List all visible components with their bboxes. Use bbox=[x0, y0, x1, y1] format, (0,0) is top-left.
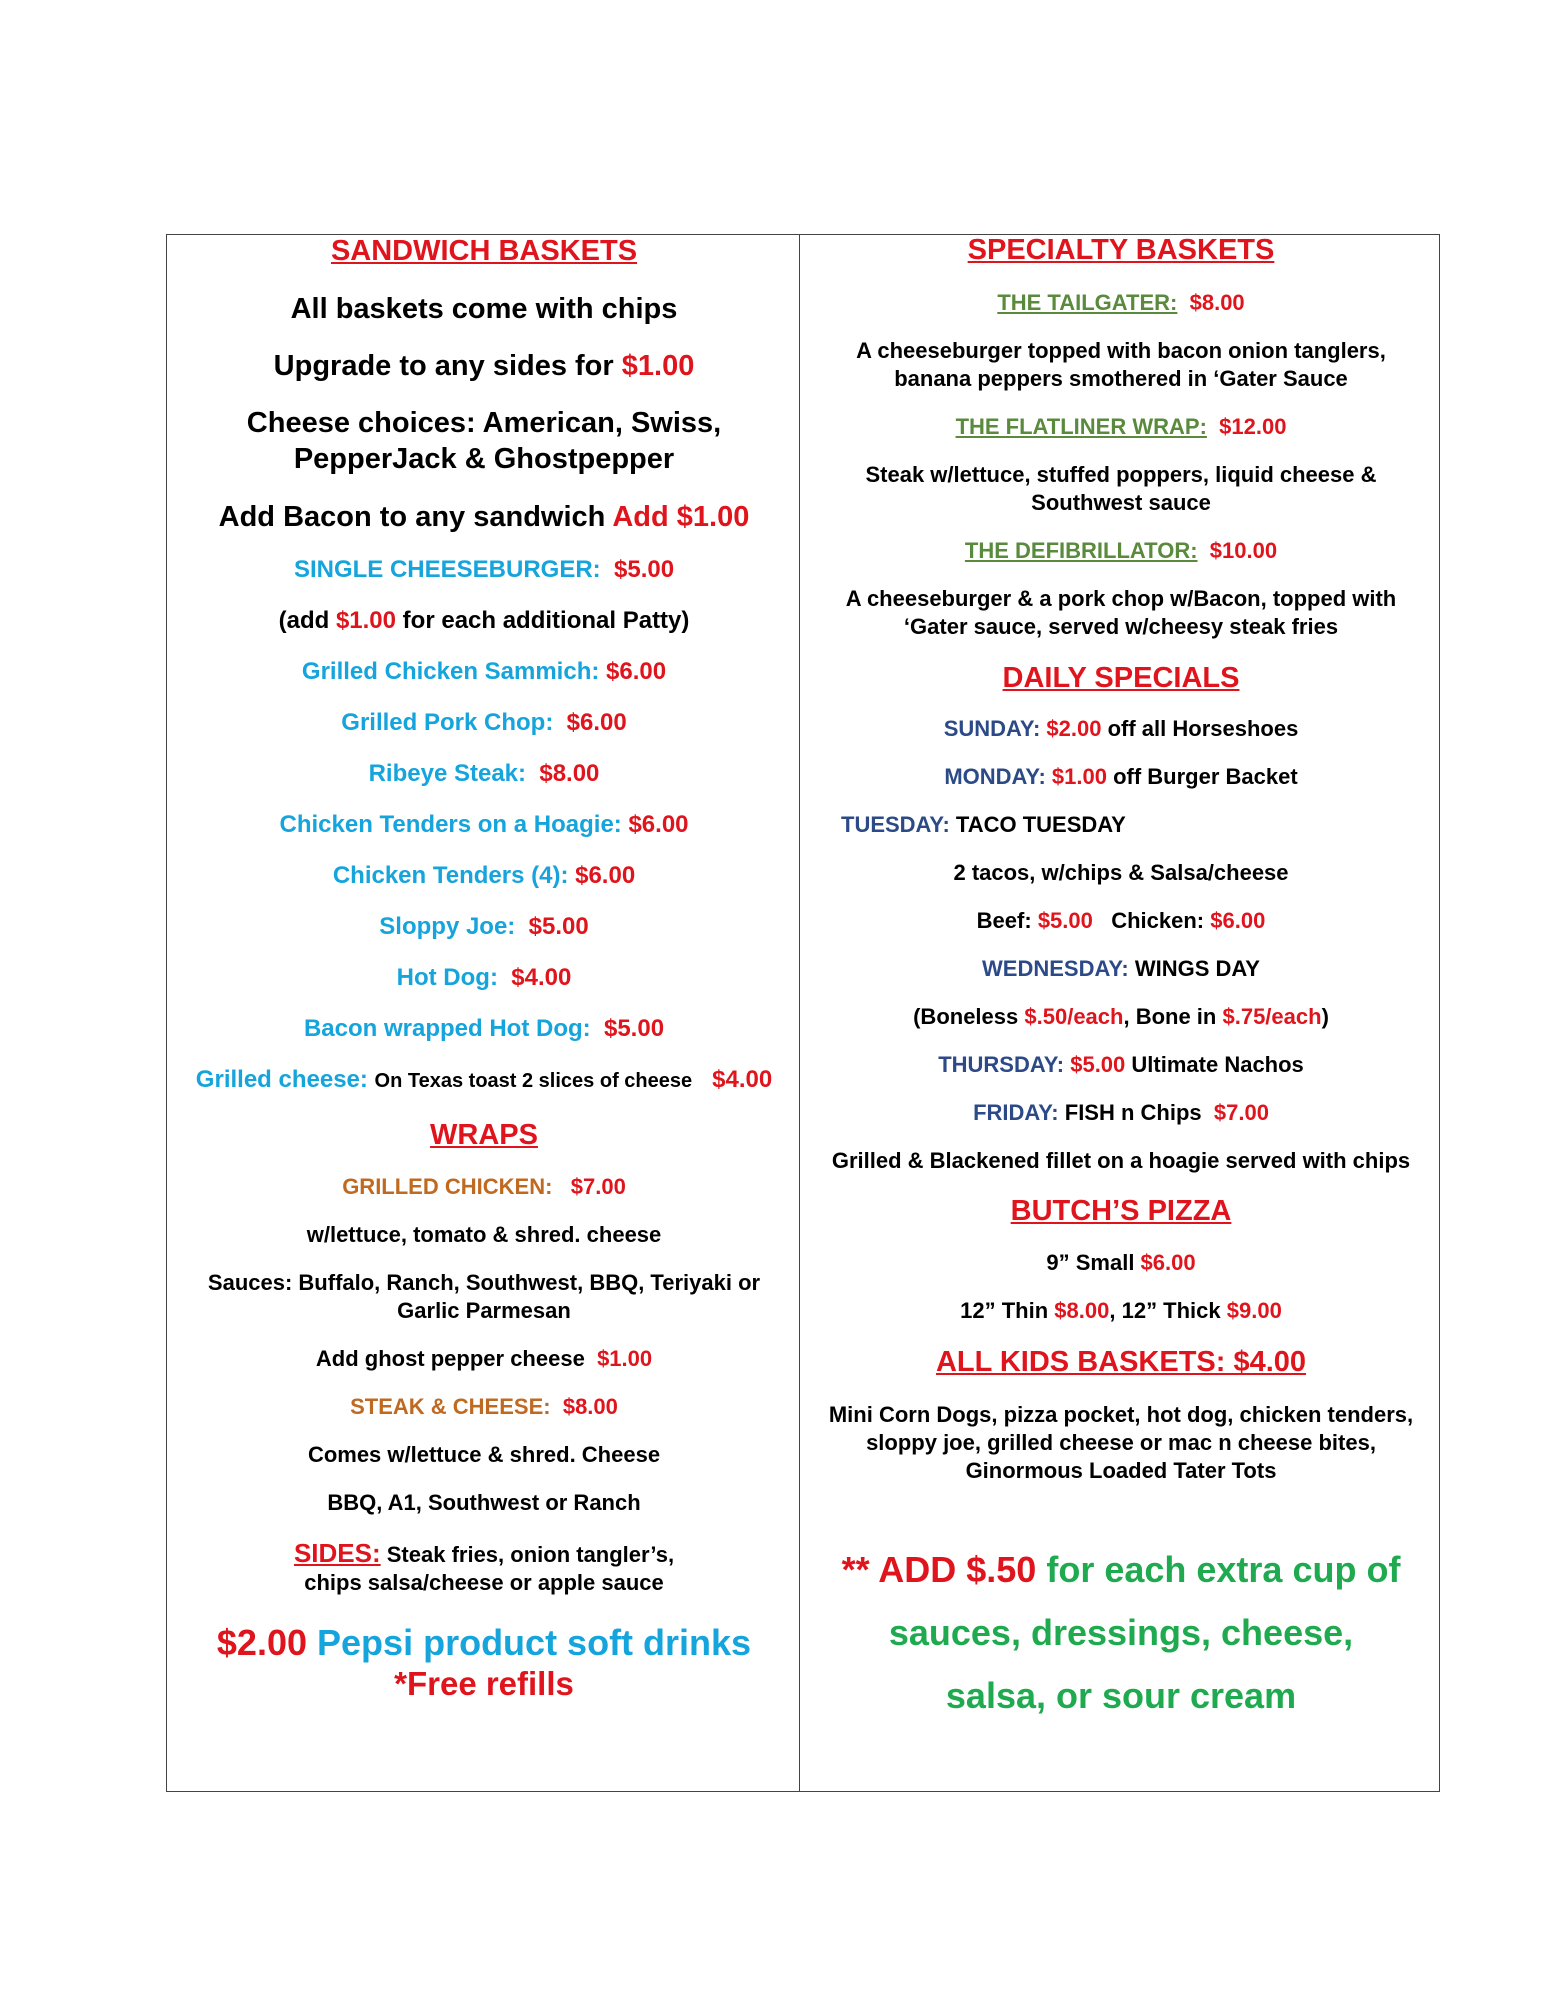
menu-item: Grilled Chicken Sammich: $6.00 bbox=[301, 658, 667, 685]
wrap-sauces-line1: Sauces: Buffalo, Ranch, Southwest, BBQ, Teriyaki or bbox=[207, 1270, 761, 1295]
sandwich-baskets-heading: SANDWICH BASKETS bbox=[330, 235, 638, 267]
menu-item: Sloppy Joe: $5.00 bbox=[379, 913, 589, 940]
grilled-cheese-item: Grilled cheese: On Texas toast 2 slices of cheese $4.00 bbox=[195, 1066, 773, 1093]
sides-line1: SIDES: Steak fries, onion tangler’s, bbox=[293, 1538, 675, 1568]
defibrillator-desc-line1: A cheeseburger & a pork chop w/Bacon, topped with bbox=[845, 586, 1397, 611]
tacos-desc: 2 tacos, w/chips & Salsa/cheese bbox=[953, 860, 1289, 885]
thursday-special: THURSDAY: $5.00 Ultimate Nachos bbox=[938, 1052, 1304, 1077]
menu-item: Grilled Pork Chop: $6.00 bbox=[341, 709, 627, 736]
flatliner-desc-line1: Steak w/lettuce, stuffed poppers, liquid cheese & bbox=[865, 462, 1377, 487]
specialty-baskets-heading: SPECIALTY BASKETS bbox=[967, 234, 1275, 266]
sunday-special: SUNDAY: $2.00 off all Horseshoes bbox=[943, 716, 1299, 741]
steak-cheese-sauces: BBQ, A1, Southwest or Ranch bbox=[327, 1490, 641, 1515]
flatliner-desc-line2: Southwest sauce bbox=[1031, 490, 1211, 515]
cheese-choices-line1: Cheese choices: American, Swiss, bbox=[246, 407, 722, 439]
menu-item: Ribeye Steak: $8.00 bbox=[368, 760, 600, 787]
additional-patty-note: (add $1.00 for each additional Patty) bbox=[278, 607, 690, 634]
pizza-heading: BUTCH’S PIZZA bbox=[1010, 1195, 1232, 1227]
wraps-heading: WRAPS bbox=[430, 1119, 538, 1151]
soft-drinks: $2.00 Pepsi product soft drinks bbox=[216, 1622, 752, 1663]
add-bacon-note: Add Bacon to any sandwich Add $1.00 bbox=[218, 501, 750, 533]
extra-cup-line1: ** ADD $.50 for each extra cup of bbox=[841, 1549, 1401, 1590]
cheese-choices-line2: PepperJack & Ghostpepper bbox=[293, 443, 675, 475]
tailgater-desc-line2: banana peppers smothered in ‘Gater Sauce bbox=[894, 366, 1348, 391]
menu-item: Hot Dog: $4.00 bbox=[396, 964, 572, 991]
kids-line2: sloppy joe, grilled cheese or mac n cheese bites, bbox=[866, 1430, 1376, 1455]
menu-item: Chicken Tenders on a Hoagie: $6.00 bbox=[279, 811, 689, 838]
extra-cup-line3: salsa, or sour cream bbox=[945, 1675, 1297, 1716]
grilled-chicken-desc: w/lettuce, tomato & shred. cheese bbox=[306, 1222, 662, 1247]
small-pizza: 9” Small $6.00 bbox=[1046, 1250, 1196, 1275]
wrap-sauces-line2: Garlic Parmesan bbox=[397, 1298, 571, 1323]
tailgater-item: THE TAILGATER: $8.00 bbox=[997, 290, 1245, 315]
upgrade-note: Upgrade to any sides for $1.00 bbox=[273, 350, 695, 382]
flatliner-item: THE FLATLINER WRAP: $12.00 bbox=[955, 414, 1287, 439]
daily-specials-heading: DAILY SPECIALS bbox=[1002, 662, 1240, 694]
taco-prices: Beef: $5.00 Chicken: $6.00 bbox=[976, 908, 1266, 933]
steak-cheese-wrap: STEAK & CHEESE: $8.00 bbox=[350, 1394, 618, 1419]
tailgater-desc-line1: A cheeseburger topped with bacon onion tanglers, bbox=[856, 338, 1386, 363]
menu-item: Chicken Tenders (4): $6.00 bbox=[332, 862, 636, 889]
wings-prices: (Boneless $.50/each, Bone in $.75/each) bbox=[913, 1004, 1329, 1029]
ghost-pepper-addon: Add ghost pepper cheese $1.00 bbox=[315, 1346, 653, 1371]
large-pizza: 12” Thin $8.00, 12” Thick $9.00 bbox=[960, 1298, 1282, 1323]
sides-line2: chips salsa/cheese or apple sauce bbox=[304, 1570, 664, 1595]
monday-special: MONDAY: $1.00 off Burger Backet bbox=[944, 764, 1298, 789]
column-divider bbox=[799, 234, 800, 1792]
menu-item: Bacon wrapped Hot Dog: $5.00 bbox=[303, 1015, 665, 1042]
kids-line1: Mini Corn Dogs, pizza pocket, hot dog, chicken tenders, bbox=[828, 1402, 1414, 1427]
kids-baskets-heading: ALL KIDS BASKETS: $4.00 bbox=[935, 1346, 1307, 1378]
fillet-desc: Grilled & Blackened fillet on a hoagie served with chips bbox=[831, 1148, 1411, 1173]
free-refills: *Free refills bbox=[394, 1665, 574, 1702]
kids-line3: Ginormous Loaded Tater Tots bbox=[965, 1458, 1277, 1483]
extra-cup-line2: sauces, dressings, cheese, bbox=[888, 1612, 1354, 1653]
defibrillator-desc-line2: ‘Gater sauce, served w/cheesy steak fries bbox=[903, 614, 1339, 639]
tuesday-special: TUESDAY: TACO TUESDAY bbox=[841, 812, 1126, 837]
grilled-chicken-wrap: GRILLED CHICKEN: $7.00 bbox=[342, 1174, 626, 1199]
friday-special: FRIDAY: FISH n Chips $7.00 bbox=[973, 1100, 1269, 1125]
defibrillator-item: THE DEFIBRILLATOR: $10.00 bbox=[964, 538, 1278, 563]
wednesday-special: WEDNESDAY: WINGS DAY bbox=[982, 956, 1260, 981]
chips-note: All baskets come with chips bbox=[290, 293, 678, 325]
steak-cheese-desc: Comes w/lettuce & shred. Cheese bbox=[307, 1442, 661, 1467]
single-cheeseburger-item: SINGLE CHEESEBURGER: $5.00 bbox=[293, 556, 675, 583]
